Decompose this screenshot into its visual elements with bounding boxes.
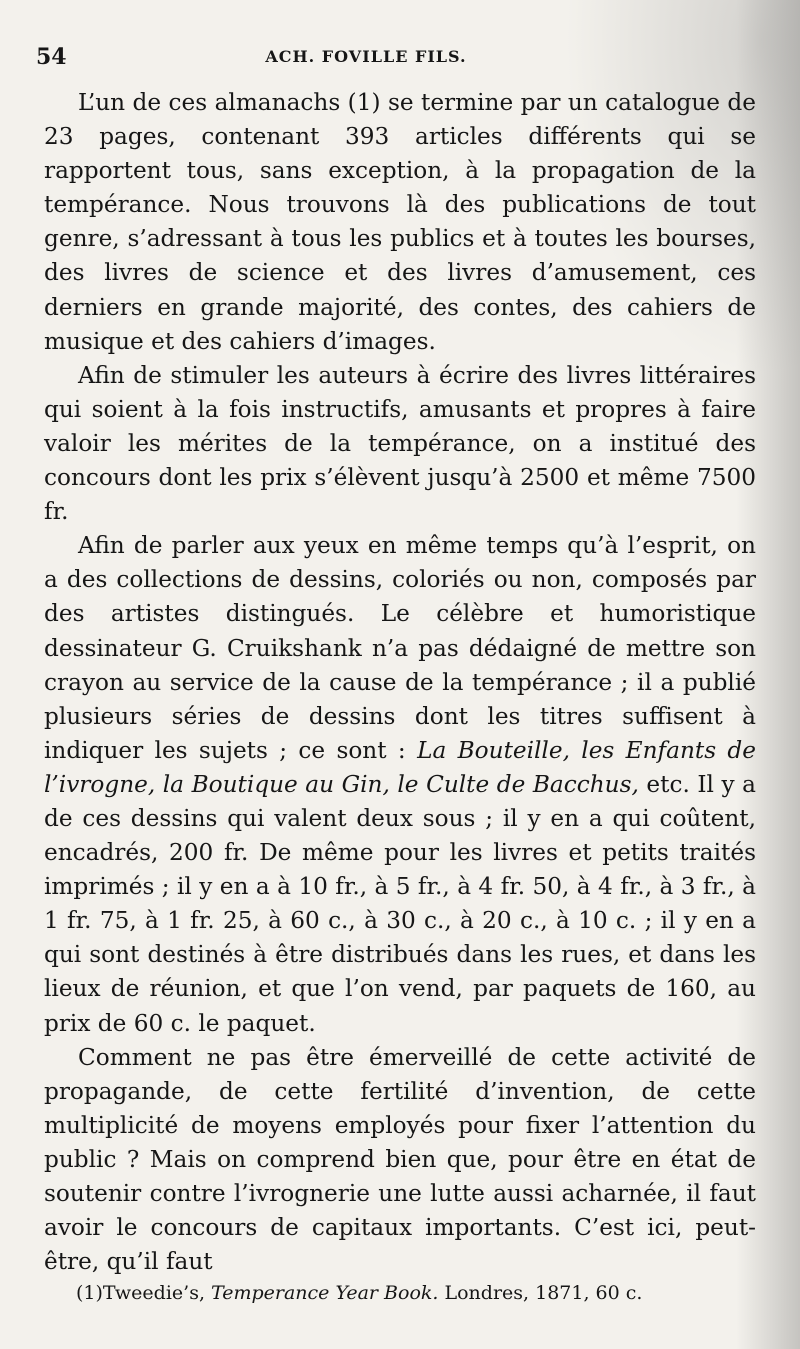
page-header: [36, 44, 746, 74]
paragraph-1: [44, 86, 756, 359]
paragraph-2: [44, 359, 756, 529]
running-head: ACH. FOVILLE FILS.: [265, 47, 467, 66]
paragraph-text: Comment ne pas être émerveillé de cette activité de propagande, de cette fertilité d’invention, de cette multiplicité de moyens employés pour fixer l’attention du public ? Mais on comprend bien que, pour être en état de soutenir contre l’ivrognerie une lutte aussi acharnée, il faut avoir le concours de capitaux importants. C’est ici, peut-être, qu’il faut: [44, 1043, 756, 1276]
paragraph-text: Afin de parler aux yeux en même temps qu’à l’esprit, on a des collections de dessins, coloriés ou non, composés par des artistes distingués. Le célèbre et humoristique dessinateur G. Cruikshank n’a pas dédaigné de mettre son crayon au service de la cause de la tempérance ; il a publié plusieurs séries de dessins dont les titres suffisent à indiquer les sujets ; ce sont :: [44, 532, 756, 764]
footnote-details: Londres, 1871, 60 c.: [444, 1282, 643, 1304]
footnote-book-title: Temperance Year Book.: [211, 1282, 439, 1304]
body-text: [44, 86, 756, 1279]
paragraph-text: L’un de ces almanachs (1) se termine par un catalogue de 23 pages, contenant 393 articles différents qui se rapportent tous, sans exception, à la propagation de la tempérance. Nous trouvons là des publications de tout genre, s’adressant à tous les publics et à toutes les bourses, des livres de science et des livres d’amusement, ces derniers en grande majorité, des contes, des cahiers de musique et des cahiers d’images.: [44, 89, 756, 355]
paragraph-text: Afin de stimuler les auteurs à écrire des livres littéraires qui soient à la fois instructifs, amusants et propres à faire valoir les mérites de la tempérance, on a institué des concours dont les prix s’élèvent jusqu’à 2500 et même 7500 fr.: [44, 361, 756, 526]
paragraph-3: [44, 529, 756, 1040]
paragraph-text: etc. Il y a de ces dessins qui valent deux sous ; il y en a qui coûtent, encadrés, 200 fr. De même pour les livres et petits traités imprimés ; il y en a à 10 fr., à 5 fr., à 4 fr. 50, à 4 fr., à 3 fr., à 1 fr. 75, à 1 fr. 25, à 60 c., à 30 c., à 20 c., à 10 c. ; il y en a qui sont destinés à être distribués dans les rues, et dans les lieux de réunion, et que l’on vend, par paquets de 160, au prix de 60 c. le paquet.: [44, 770, 756, 1037]
page-number: 54: [36, 44, 67, 70]
paragraph-4: [44, 1041, 756, 1280]
footnote-marker: (1): [76, 1282, 103, 1304]
italic-titles: La Bouteille, les Enfants de l’ivrogne, la Boutique au Gin, le Culte de Bacchus,: [44, 736, 757, 798]
footnote: [76, 1280, 756, 1306]
footnote-author: Tweedie’s,: [102, 1282, 205, 1304]
